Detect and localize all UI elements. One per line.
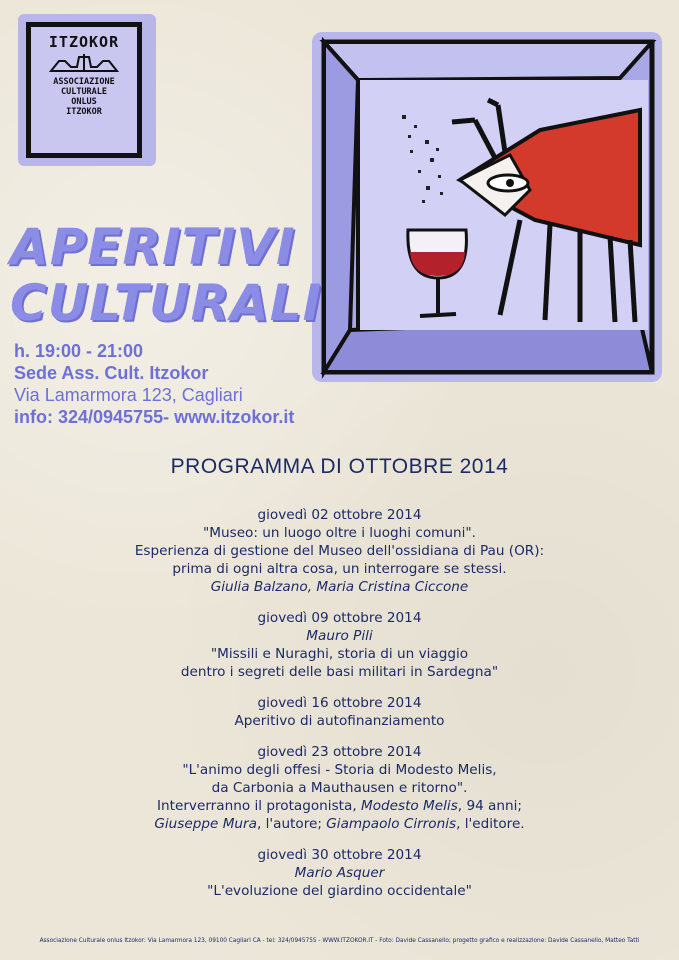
event-item (0, 846, 679, 900)
event-item (0, 506, 679, 596)
event-date: giovedì 30 ottobre 2014 (257, 847, 422, 863)
event-contact[interactable]: info: 324/0945755- www.itzokor.it (14, 407, 295, 427)
event-title: "L'animo degli offesi - Storia di Modesto Melis, (182, 762, 497, 778)
event-address: Via Lamarmora 123, Cagliari (14, 385, 243, 405)
event-date: giovedì 16 ottobre 2014 (257, 695, 422, 711)
logo-name: ITZOKOR (48, 33, 120, 51)
event-info (14, 340, 294, 428)
event-time: h. 19:00 - 21:00 (14, 341, 144, 361)
event-description: Esperienza di gestione del Museo dell'ossidiana di Pau (OR): (134, 543, 545, 559)
event-title: "Museo: un luogo oltre i luoghi comuni". (203, 525, 476, 541)
event-description: prima di ogni altra cosa, un interrogare se stessi. (172, 561, 507, 577)
mural-painting (310, 30, 665, 385)
event-date: giovedì 09 ottobre 2014 (257, 610, 422, 626)
event-title: Aperitivo di autofinanziamento (234, 713, 445, 729)
event-item (0, 743, 679, 833)
title-line-1: APERITIVI (10, 218, 296, 276)
event-speakers: Giuseppe Mura, l'autore; Giampaolo Cirronis, l'editore. (154, 816, 525, 832)
logo-frame (26, 22, 142, 158)
footer-credits: Associazione Culturale onlus Itzokor: Via Lamarmora 123, 09100 Cagliari CA - tel: 324/0945755 - WWW.ITZOKOR.IT - Foto: Davide Cassanello; progetto grafico e realizzazione: Davide Cassanello, Matteo Tatti (39, 938, 640, 944)
event-list (0, 506, 679, 913)
event-speakers: Mauro Pili (306, 628, 373, 644)
event-date: giovedì 02 ottobre 2014 (257, 507, 422, 523)
event-title: "Missili e Nuraghi, storia di un viaggio (210, 646, 469, 662)
nuraghe-icon (49, 53, 119, 73)
event-description: Interverranno il protagonista, Modesto Melis, 94 anni; (157, 798, 522, 814)
event-item (0, 694, 679, 730)
event-item (0, 609, 679, 681)
association-logo (18, 14, 156, 166)
program-title: PROGRAMMA DI OTTOBRE 2014 (170, 455, 509, 478)
event-title: "L'evoluzione del giardino occidentale" (207, 883, 472, 899)
event-date: giovedì 23 ottobre 2014 (257, 744, 422, 760)
event-venue: Sede Ass. Cult. Itzokor (14, 363, 209, 383)
title-line-2: CULTURALI (10, 274, 323, 332)
event-speakers: Giulia Balzano, Maria Cristina Ciccone (210, 579, 469, 595)
logo-caption: ASSOCIAZIONE CULTURALE ONLUS ITZOKOR (53, 77, 115, 117)
event-title: dentro i segreti delle basi militari in Sardegna" (180, 664, 499, 680)
event-title: da Carbonia a Mauthausen e ritorno". (211, 780, 468, 796)
event-speakers: Mario Asquer (294, 865, 385, 881)
